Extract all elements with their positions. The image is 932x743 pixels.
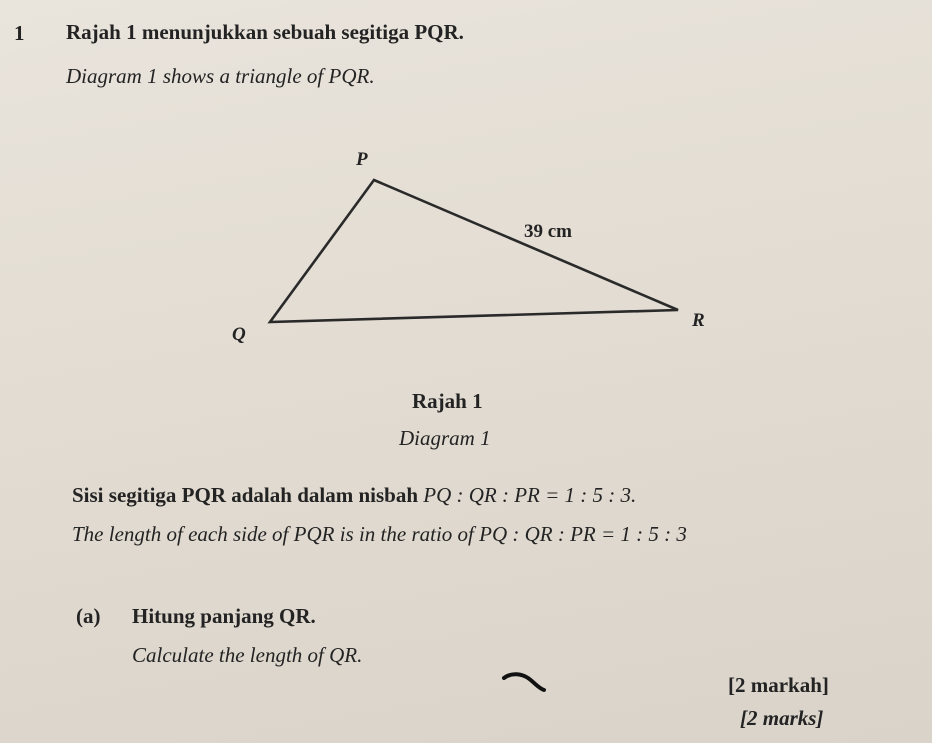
pen-stroke-mark xyxy=(500,668,560,698)
diagram-caption-english: Diagram 1 xyxy=(399,426,491,450)
ratio-expression-malay: PQ : QR : PR = 1 : 5 : 3. xyxy=(423,483,637,507)
ratio-statement-english-text: The length of each side of PQR is in the ratio of xyxy=(72,522,480,546)
question-intro-malay: Rajah 1 menunjukkan sebuah segitiga PQR. xyxy=(66,20,464,44)
marks-english: [2 marks] xyxy=(740,706,824,730)
ratio-statement-malay xyxy=(72,485,636,506)
part-a-question-malay: Hitung panjang QR. xyxy=(132,604,316,628)
ratio-statement-malay-text: Sisi segitiga PQR adalah dalam nisbah xyxy=(72,483,424,507)
triangle-pqr xyxy=(270,180,678,322)
ratio-expression-english: PQ : QR : PR = 1 : 5 : 3 xyxy=(479,522,687,546)
ratio-statement-english xyxy=(72,524,687,545)
part-a-question-english: Calculate the length of QR. xyxy=(132,643,363,667)
question-intro-english: Diagram 1 shows a triangle of PQR. xyxy=(66,64,375,88)
marks-malay: [2 markah] xyxy=(728,673,829,697)
part-a-label: (a) xyxy=(76,604,101,628)
vertex-label-r: R xyxy=(692,310,705,331)
side-length-label-pr: 39 cm xyxy=(524,221,573,242)
vertex-label-q: Q xyxy=(232,324,246,345)
diagram-caption-malay: Rajah 1 xyxy=(412,389,483,413)
triangle-pqr-diagram xyxy=(210,140,730,360)
question-number: 1 xyxy=(14,21,25,45)
vertex-label-p: P xyxy=(356,149,368,170)
